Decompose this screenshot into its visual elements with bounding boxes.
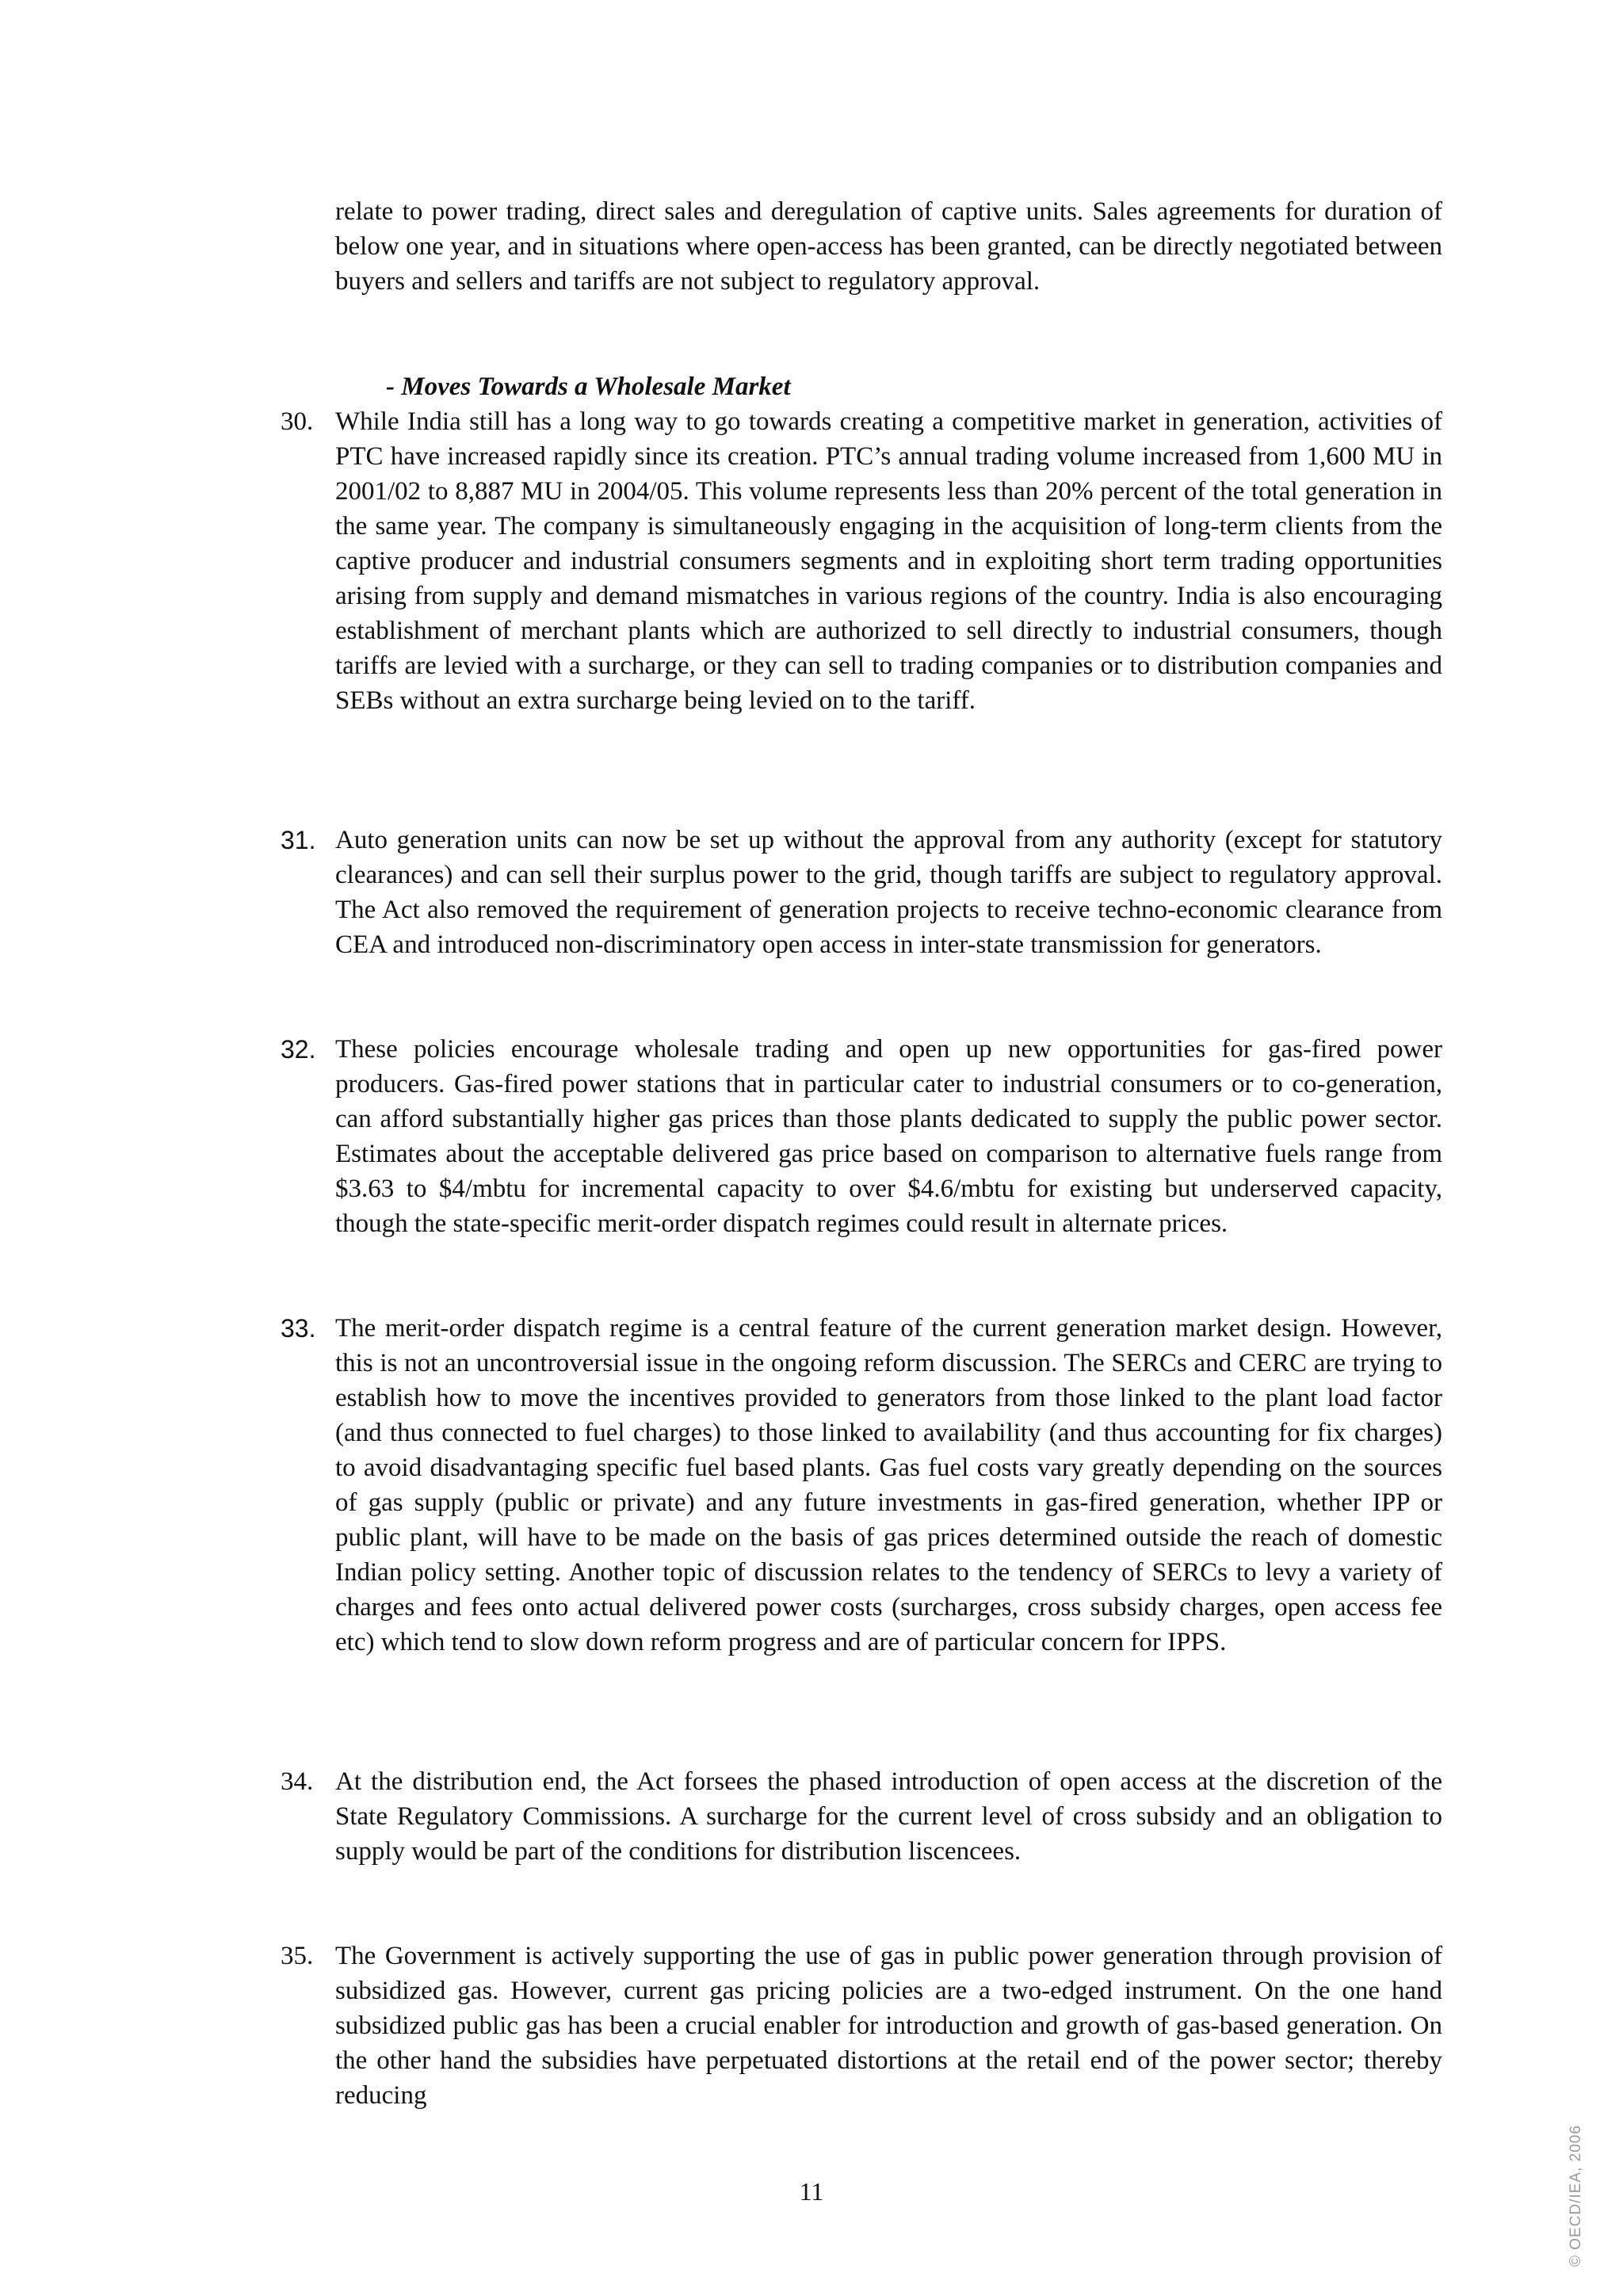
paragraph-text: These policies encourage wholesale trading and open up new opportunities for gas-fired power producers. Gas-fired power stations that in particular cater to industrial consumers or to co-generation, can afford substantially higher gas prices than those plants dedicated to supply the public power sector. Estimates about the acceptable delivered gas price based on comparison to alternative fuels range from $3.63 to $4/mbtu for incremental capacity to over $4.6/mbtu for existing but underserved capacity, though the state-specific merit-order dispatch regimes could result in alternate prices.	[335, 1035, 1442, 1238]
paragraph-text: The Government is actively supporting the use of gas in public power generation through provision of subsidized gas. However, current gas pricing policies are a two-edged instrument. On the one hand subsidized public gas has been a crucial enabler for introduction and growth of gas-based generation. On the other hand the subsidies have perpetuated distortions at the retail end of the power sector; thereby reducing	[335, 1942, 1442, 2110]
paragraph-number: 33.	[281, 1314, 316, 1343]
paragraph-text: While India still has a long way to go towards creating a competitive market in generation, activities of PTC have increased rapidly since its creation. PTC’s annual trading volume increased from 1,600 MU in 2001/02 to 8,887 MU in 2004/05. This volume represents less than 20% percent of the total generation in the same year. The company is simultaneously engaging in the acquisition of long-term clients from the captive producer and industrial consumers segments and in exploiting short term trading opportunities arising from supply and demand mismatches in various regions of the country. India is also encouraging establishment of merchant plants which are authorized to sell directly to industrial consumers, though tariffs are levied with a surcharge, or they can sell to trading companies or to distribution companies and SEBs without an extra surcharge being levied on to the tariff.	[335, 407, 1442, 715]
paragraph-31	[281, 823, 1442, 962]
copyright-watermark: © OECD/IEA, 2006	[1568, 2125, 1584, 2267]
paragraph-30	[281, 404, 1442, 718]
paragraph-35	[281, 1939, 1442, 2113]
paragraph-34	[281, 1764, 1442, 1869]
paragraph-number: 34.	[281, 1767, 314, 1796]
paragraph-text: The merit-order dispatch regime is a central feature of the current generation market design. However, this is not an uncontroversial issue in the ongoing reform discussion. The SERCs and CERC are trying to establish how to move the incentives provided to generators from those linked to the plant load factor (and thus connected to fuel charges) to those linked to availability (and thus accounting for fix charges) to avoid disadvantaging specific fuel based plants. Gas fuel costs vary greatly depending on the sources of gas supply (public or private) and any future investments in gas-fired generation, whether IPP or public plant, will have to be made on the basis of gas prices determined outside the reach of domestic Indian policy setting. Another topic of discussion relates to the tendency of SERCs to levy a variety of charges and fees onto actual delivered power costs (surcharges, cross subsidy charges, open access fee etc) which tend to slow down reform progress and are of particular concern for IPPS.	[335, 1314, 1442, 1656]
intro-paragraph: relate to power trading, direct sales and deregulation of captive units. Sales agreements for duration of below one year, and in situations where open-access has been granted, can be directly negotiated between buyers and sellers and tariffs are not subject to regulatory approval.	[335, 197, 1442, 296]
paragraph-text: Auto generation units can now be set up without the approval from any authority (except for statutory clearances) and can sell their surplus power to the grid, though tariffs are subject to regulatory approval. The Act also removed the requirement of generation projects to receive techno-economic clearance from CEA and introduced non-discriminatory open access in inter-state transmission for generators.	[335, 826, 1442, 959]
paragraph-text: At the distribution end, the Act forsees the phased introduction of open access at the discretion of the State Regulatory Commissions. A surcharge for the current level of cross subsidy and an obligation to supply would be part of the conditions for distribution liscencees.	[335, 1767, 1442, 1866]
paragraph-number: 35.	[281, 1942, 314, 1970]
paragraph-number: 32.	[281, 1035, 316, 1064]
page-number: 11	[799, 2177, 824, 2206]
paragraph-number: 31.	[281, 826, 316, 854]
section-heading: - Moves Towards a Wholesale Market	[386, 372, 791, 401]
paragraph-number: 30.	[281, 407, 314, 436]
paragraph-33	[281, 1311, 1442, 1660]
paragraph-32	[281, 1032, 1442, 1241]
